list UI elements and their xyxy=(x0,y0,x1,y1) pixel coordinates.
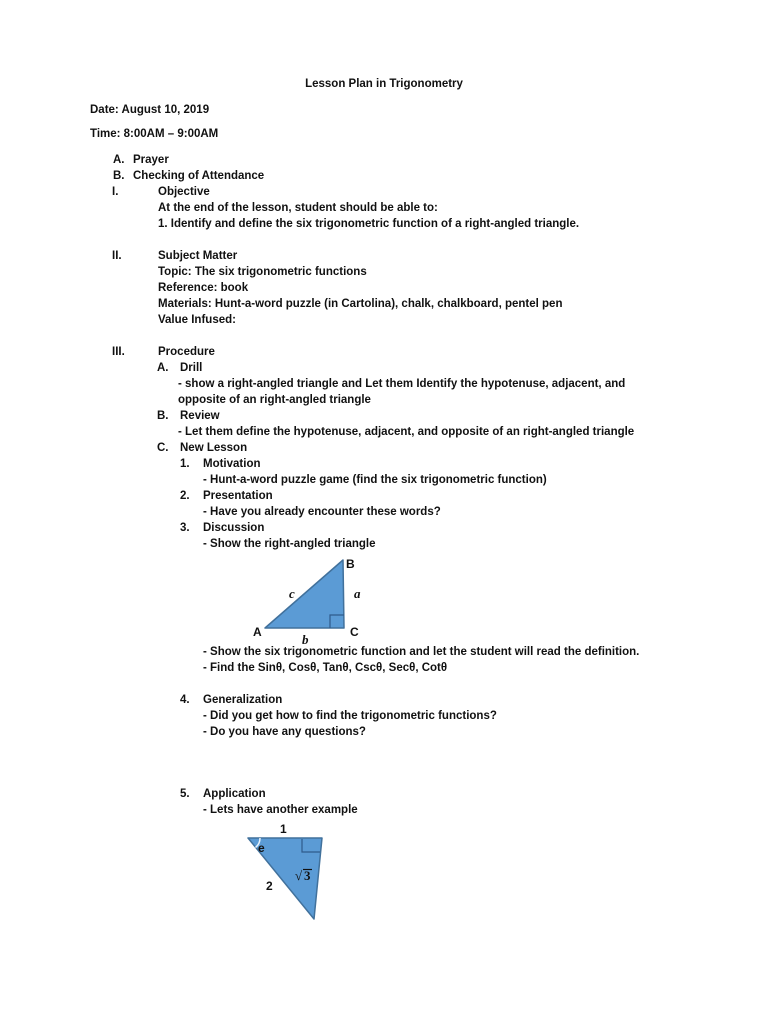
vertex-a-label: A xyxy=(253,625,262,639)
step-motivation: 1. Motivation xyxy=(180,458,261,470)
review-text: - Let them define the hypotenuse, adjacent, and opposite of an right-angled triangle xyxy=(178,426,635,438)
side-c-label: c xyxy=(289,586,295,601)
procedure-new-lesson: C. New Lesson xyxy=(157,442,248,454)
list-item-prayer: A. Prayer xyxy=(113,154,169,166)
step-generalization: 4. Generalization xyxy=(180,694,283,706)
vertex-c-label: C xyxy=(350,625,359,639)
time-line: Time: 8:00AM – 9:00AM xyxy=(90,128,219,140)
generalization-text-1: - Did you get how to find the trigonometric functions? xyxy=(203,710,497,722)
reference-line: Reference: book xyxy=(158,282,249,294)
step-application: 5. Application xyxy=(180,788,266,800)
objective-text: At the end of the lesson, student should be able to: xyxy=(158,202,438,214)
date-line: Date: August 10, 2019 xyxy=(90,104,210,116)
discussion-text-3: - Find the Sinθ, Cosθ, Tanθ, Cscθ, Secθ, Cotθ xyxy=(203,662,448,674)
page-title: Lesson Plan in Trigonometry xyxy=(305,78,463,90)
procedure-drill: A. Drill xyxy=(157,362,203,374)
vertex-b-label: B xyxy=(346,557,355,571)
section-procedure: III. Procedure xyxy=(112,346,215,358)
drill-text-1: - show a right-angled triangle and Let them Identify the hypotenuse, adjacent, and xyxy=(178,378,626,390)
topic-line: Topic: The six trigonometric functions xyxy=(158,266,367,278)
top-side-label: 1 xyxy=(280,822,287,836)
triangle-abc-svg xyxy=(240,548,375,648)
discussion-text-2: - Show the six trigonometric function and let the student will read the definition. xyxy=(203,646,640,658)
section-subject-matter: II. Subject Matter xyxy=(112,250,238,262)
list-item-attendance: B. Checking of Attendance xyxy=(113,170,265,182)
sqrt-radicand: 3 xyxy=(304,868,311,883)
side-a-label: a xyxy=(354,586,361,601)
application-text: - Lets have another example xyxy=(203,804,358,816)
motivation-text: - Hunt-a-word puzzle game (find the six trigonometric function) xyxy=(203,474,547,486)
example-triangle-svg xyxy=(240,820,335,930)
hypotenuse-label: 2 xyxy=(266,879,273,893)
step-presentation: 2. Presentation xyxy=(180,490,273,502)
right-triangle-abc-figure xyxy=(0,552,768,647)
generalization-text-2: - Do you have any questions? xyxy=(203,726,366,738)
sqrt-sign: √ xyxy=(295,868,303,883)
value-infused-line: Value Infused: xyxy=(158,314,236,326)
example-triangle-figure xyxy=(0,820,768,932)
triangle-abc-shape xyxy=(265,560,344,628)
objective-item: 1. Identify and define the six trigonometric function of a right-angled triangle. xyxy=(158,218,580,230)
drill-text-2: opposite of an right-angled triangle xyxy=(178,394,371,406)
discussion-text: - Show the right-angled triangle xyxy=(203,538,376,550)
procedure-review: B. Review xyxy=(157,410,220,422)
presentation-text: - Have you already encounter these words? xyxy=(203,506,441,518)
materials-line: Materials: Hunt-a-word puzzle (in Cartolina), chalk, chalkboard, pentel pen xyxy=(158,298,563,310)
section-objective: I. Objective xyxy=(112,186,210,198)
side-b-label: b xyxy=(302,632,309,647)
step-discussion: 3. Discussion xyxy=(180,522,265,534)
angle-label: e xyxy=(258,841,265,855)
